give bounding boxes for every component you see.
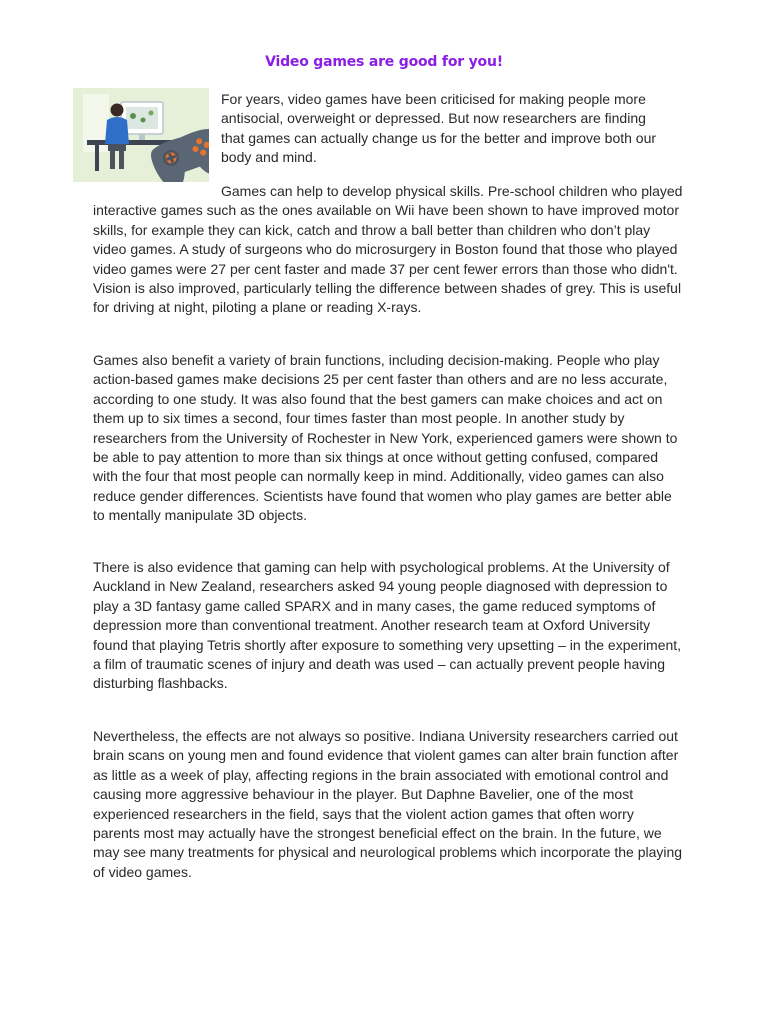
paragraph-brain-functions: Games also benefit a variety of brain functions, including decision-making. People who play action-based games make decisions 25 per cent faster than others and are no less accurate, according to one study. It was also found that the best gamers can make choices and act on them up to six times a second, four times faster than most people. In another study by researchers from the University of Rochester in New York, experienced gamers were shown to be able to pay attention to more than six things at once without getting confused, compared with the four that most people can normally keep in mind. Additionally, video games can also reduce gender differences. Scientists have found that women who play games are better able to mentally manipulate 3D objects. [93,352,678,524]
paragraph-physical-skills: Games can help to develop physical skills. Pre-school children who played interactive games such as the ones available on Wii have been shown to have improved motor skills, for example they can kick, catch and throw a ball better than children who don’t play video games. A study of surgeons who do microsurgery in Boston found that those who played video games were 27 per cent faster and made 37 per cent fewer errors than those who didn't. Vision is also improved, particularly telling the difference between shades of grey. This is useful for driving at night, piloting a plane or reading X-rays. [93,183,683,316]
gamer-with-controller-icon [73,88,209,182]
paragraph-intro: For years, video games have been criticised for making people more antisocial, overweight or depressed. But now researchers are finding that games can actually change us for the better and improve both our body and mind. [221,91,657,166]
article-title: Video games are good for you! [265,54,503,70]
paragraph-psychological-problems: There is also evidence that gaming can help with psychological problems. At the University of Auckland in New Zealand, researchers asked 94 young people diagnosed with depression to play a 3D fantasy game called SPARX and in many cases, the game reduced symptoms of depression more than conventional treatment. Another research team at Oxford University found that playing Tetris shortly after exposure to something very upsetting – in the experiment, a film of traumatic scenes of injury and death was used – can actually prevent people having disturbing flashbacks. [93,559,682,692]
paragraph-negative-effects: Nevertheless, the effects are not always so positive. Indiana University researchers carried out brain scans on young men and found evidence that violent games can alter brain function after as little as a week of play, affecting regions in the brain associated with emotional control and causing more aggressive behaviour in the player. But Daphne Bavelier, one of the most experienced researchers in the field, says that the violent action games that often worry parents most may actually have the strongest beneficial effect on the brain. In the future, we may see many treatments for physical and neurological problems which incorporate the playing of video games. [93,728,683,880]
